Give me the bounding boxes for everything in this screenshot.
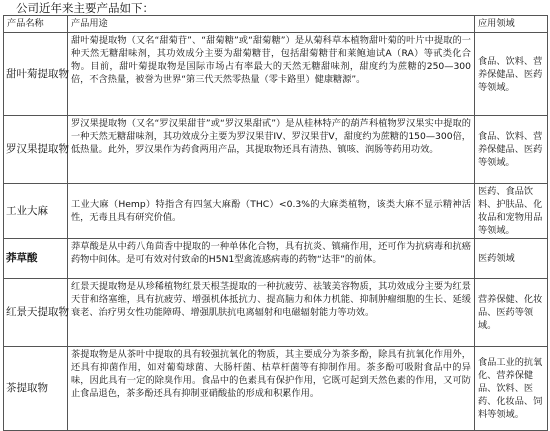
product-use: 工业大麻（Hemp）特指含有四氢大麻酚（THC）<0.3%的大麻类植物，该类大麻不显示精神活性，无毒且具有研究价值。 xyxy=(68,184,475,239)
table-row xyxy=(4,116,548,184)
product-use: 莽草酸是从中药八角茴香中提取的一种单体化合物，具有抗炎、镇痛作用，还可作为抗病毒和抗癌药物中间体。是可有效对付致命的H5N1型禽流感病毒的药物“达菲”的前体。 xyxy=(68,239,475,279)
product-field: 食品工业的抗氧化、营养保健品、饮料、医药、化妆品、饲料等领域。 xyxy=(475,347,548,431)
product-name: 红景天提取物 xyxy=(4,279,68,347)
product-field: 食品、饮料、营养保健品、医药等领域。 xyxy=(475,33,548,116)
product-field: 食品、饮料、营养保健品、医药等领域。 xyxy=(475,116,548,184)
header-field: 应用领域 xyxy=(475,16,548,33)
header-use: 产品用途 xyxy=(68,16,475,33)
products-table xyxy=(3,15,548,431)
product-field: 医药、食品饮料、护肤品、化妆品和宠物用品等领域。 xyxy=(475,184,548,239)
product-use: 茶提取物是从茶叶中提取的具有较强抗氧化的物质，其主要成分为茶多酚，除具有抗氧化作用外，还具有抑菌作用，如对葡萄球菌、大肠杆菌、枯草杆菌等有抑制作用。茶多酚可吸附食品中的异味，因此具有一定的除臭作用。食品中的色素具有保护作用，它既可起到天然色素的作用，又可防止食品退色，茶多酚还具有抑制亚硝酸盐的形成和积累作用。 xyxy=(68,347,475,431)
product-use: 甜叶菊提取物（又名“甜菊苷”、“甜菊糖”或“甜菊糖”）是从菊科草本植物甜叶菊的叶片中提取的一种天然无糖甜味剂，其功效成分主要为甜菊糖苷，包括甜菊糖苷和莱鲍迪试A（RA）等甙类化合物。目前，甜叶菊提取物是国际市场占有率最大的天然无糖甜味剂，甜度约为蔗糖的250—300倍，不含热量，被誉为世界“第三代天然零热量（零卡路里）健康糖源”。 xyxy=(68,33,475,116)
header-name: 产品名称 xyxy=(4,16,68,33)
product-name: 工业大麻 xyxy=(4,184,68,239)
product-name: 罗汉果提取物 xyxy=(4,116,68,184)
product-use: 红景天提取物是从珍稀植物红景天根茎提取的一种抗疲劳、祛皱美容物质，其功效成分主要为红景天苷和络塞维，具有抗疲劳、增强机体抵抗力、提高脑力和体力机能、抑制肿瘤细胞的生长、延缓衰老、治疗男女性功能障碍、增强肌肤抗电离辐射和电磁辐射能力等功效。 xyxy=(68,279,475,347)
product-name: 茶提取物 xyxy=(4,347,68,431)
table-row xyxy=(4,33,548,116)
table-row xyxy=(4,239,548,279)
product-use: 罗汉果提取物（又名“罗汉果甜苷”或“罗汉果甜甙”）是从桂林特产的葫芦科植物罗汉果实中提取的一种天然无糖甜味剂，其功效成分主要为罗汉果苷IV、罗汉果苷V，甜度约为蔗糖的150—300倍，低热量。此外，罗汉果作为药食两用产品，其提取物还具有清热、镇咳、润肠等药用功效。 xyxy=(68,116,475,184)
table-row xyxy=(4,184,548,239)
intro-text: 公司近年来主要产品如下： xyxy=(16,1,154,15)
product-field: 营养保健、化妆品、医药等领域。 xyxy=(475,279,548,347)
product-name: 甜叶菊提取物 xyxy=(4,33,68,116)
product-name: 莽草酸 xyxy=(4,239,68,279)
table-row xyxy=(4,279,548,347)
table-row xyxy=(4,347,548,431)
table-header-row xyxy=(4,16,548,33)
product-field: 医药领域 xyxy=(475,239,548,279)
